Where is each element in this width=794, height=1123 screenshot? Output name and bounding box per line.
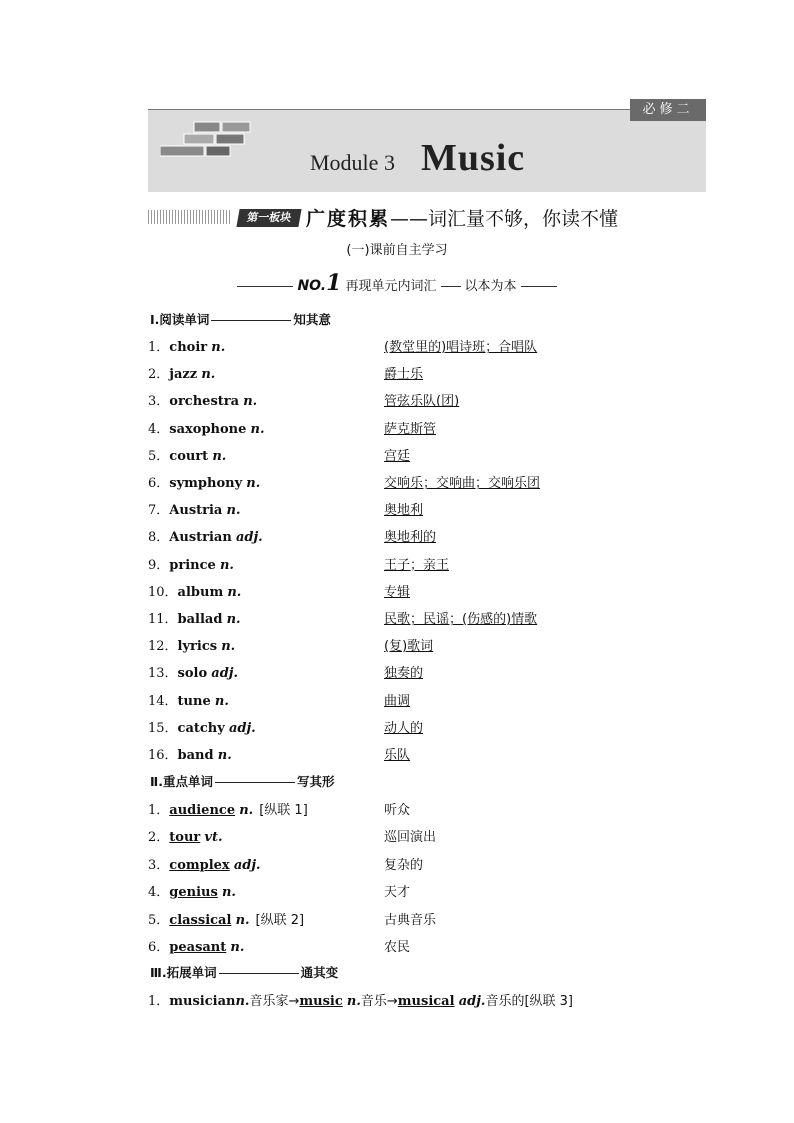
part-of-speech: vt. xyxy=(204,830,223,846)
vocab-word xyxy=(148,390,257,409)
vocab-meaning: 奥地利的 xyxy=(384,530,437,546)
part-of-speech: n. xyxy=(201,367,216,383)
part-of-speech: n. xyxy=(239,803,254,818)
vocab-word xyxy=(148,690,229,709)
item-number: 3． xyxy=(148,857,170,873)
item-number: 8． xyxy=(148,530,170,546)
cross-ref: [纵联 2] xyxy=(255,912,305,928)
vocab-meaning: 管弦乐队(团) xyxy=(384,394,460,410)
item-number: 10． xyxy=(148,584,178,600)
item-number: 11． xyxy=(148,612,178,627)
part-of-speech: n. xyxy=(243,394,258,410)
word: tour xyxy=(169,830,201,846)
part-of-speech: n. xyxy=(226,503,241,519)
no-label: NO. xyxy=(297,278,327,294)
part-of-speech: n. xyxy=(214,693,229,709)
item-number: 3． xyxy=(148,394,170,410)
vocab-meaning: 奥地利 xyxy=(384,503,424,519)
vocab-meaning: 专辑 xyxy=(384,584,411,600)
part-of-speech: n. xyxy=(219,557,234,573)
item-number: 6． xyxy=(148,940,170,955)
vocab-meaning: 复杂的 xyxy=(384,857,424,873)
word: solo xyxy=(177,666,208,682)
part2-heading: Ⅱ.重点单词 写其形 xyxy=(150,774,335,789)
vocab-meaning: 乐队 xyxy=(384,748,411,763)
part-of-speech: n. xyxy=(235,912,250,928)
section-title-rest: ——词汇量不够，你读不懂 xyxy=(390,208,619,230)
word: album xyxy=(177,584,224,600)
vocab-word xyxy=(148,635,235,654)
vocab-meaning: 宫廷 xyxy=(384,448,411,464)
vocab-meaning: 巡回演出 xyxy=(384,830,437,846)
word: Austria xyxy=(169,503,223,519)
vocab-meaning: 交响乐；交响曲；交响乐团 xyxy=(384,476,541,491)
no-tail: 以本为本 xyxy=(464,279,517,294)
vocab-word xyxy=(148,881,236,900)
module-banner xyxy=(148,102,706,192)
vocab-meaning: 古典音乐 xyxy=(384,912,437,928)
item-number: 5． xyxy=(148,448,170,464)
vocab-word xyxy=(148,445,226,464)
section-heading xyxy=(148,204,708,232)
word: ballad xyxy=(177,612,223,627)
part-of-speech: adj. xyxy=(211,666,239,682)
vocab-word xyxy=(148,472,260,491)
item-number: 4． xyxy=(148,885,170,901)
no-heading xyxy=(0,270,794,296)
part-of-speech: n. xyxy=(246,476,261,491)
vocab-word xyxy=(148,499,240,518)
item-number: 9． xyxy=(148,557,170,573)
vocab-meaning: 动人的 xyxy=(384,720,424,736)
item-number: 2． xyxy=(148,830,170,846)
no-text: 再现单元内词汇 xyxy=(345,279,437,294)
no-number: 1 xyxy=(326,270,342,296)
vocab-word xyxy=(148,936,244,955)
sub-heading: (一)课前自主学习 xyxy=(346,243,448,258)
vocab-meaning: (复)歌词 xyxy=(384,639,434,655)
word: catchy xyxy=(177,720,225,736)
item-number: 16． xyxy=(148,748,178,763)
module-title xyxy=(310,136,525,180)
part-of-speech: n. xyxy=(226,612,241,627)
item-number: 1． xyxy=(148,340,170,355)
vocab-meaning: 独奏的 xyxy=(384,666,424,682)
vocab-meaning: 曲调 xyxy=(384,693,411,709)
vocab-word xyxy=(148,744,232,763)
vocab-meaning: (教堂里的)唱诗班；合唱队 xyxy=(384,340,538,355)
landscape-photos-icon xyxy=(160,120,252,158)
word: band xyxy=(177,748,214,763)
module-number: Module 3 xyxy=(310,150,395,175)
section-title xyxy=(306,204,618,231)
volume-tag: 必修二 xyxy=(630,99,706,121)
vocab-meaning: 爵士乐 xyxy=(384,367,424,383)
part-of-speech: n. xyxy=(221,885,236,901)
part-of-speech: n. xyxy=(230,940,245,955)
word: complex xyxy=(169,857,230,873)
part-of-speech: adj. xyxy=(228,720,256,736)
part-of-speech: n. xyxy=(211,340,226,355)
word: Austrian xyxy=(169,530,232,546)
vocab-word xyxy=(148,336,225,355)
word: symphony xyxy=(169,476,243,491)
item-number: 1． xyxy=(148,803,170,818)
vocab-word xyxy=(148,909,304,928)
part-of-speech: n. xyxy=(217,748,232,763)
item-number: 6． xyxy=(148,476,170,491)
word: lyrics xyxy=(177,639,218,655)
part1-heading: Ⅰ.阅读单词 知其意 xyxy=(150,312,331,327)
part3-heading: Ⅲ.拓展单词 通其变 xyxy=(150,965,339,980)
item-number: 7． xyxy=(148,503,170,519)
word: court xyxy=(169,448,209,464)
hatch-decoration xyxy=(148,210,230,224)
word: saxophone xyxy=(169,421,247,437)
word: jazz xyxy=(169,367,198,383)
vocab-meaning: 听众 xyxy=(384,803,411,818)
vocab-word xyxy=(148,418,265,437)
vocab-word xyxy=(148,826,223,845)
vocab-word xyxy=(148,662,238,681)
vocab-word xyxy=(148,854,261,873)
vocab-meaning: 王子；亲王 xyxy=(384,557,450,573)
vocab-word xyxy=(148,526,263,545)
vocab-word xyxy=(148,799,308,818)
vocab-word xyxy=(148,554,234,573)
vocab-word xyxy=(148,608,241,627)
item-number: 2． xyxy=(148,367,170,383)
word: classical xyxy=(169,912,232,928)
vocab-meaning: 农民 xyxy=(384,940,411,955)
vocab-meaning: 天才 xyxy=(384,885,411,901)
word: choir xyxy=(169,340,208,355)
part-of-speech: adj. xyxy=(233,857,261,873)
part-of-speech: n. xyxy=(221,639,236,655)
item-number: 14． xyxy=(148,693,178,709)
word: prince xyxy=(169,557,216,573)
part-of-speech: adj. xyxy=(235,530,263,546)
word: orchestra xyxy=(169,394,240,410)
word: peasant xyxy=(169,940,227,955)
item-number: 12． xyxy=(148,639,178,655)
cross-ref: [纵联 1] xyxy=(259,803,308,818)
vocab-word xyxy=(148,363,215,382)
word: tune xyxy=(177,693,211,709)
item-number: 5． xyxy=(148,912,170,928)
vocab-word xyxy=(148,717,256,736)
module-name: Music xyxy=(420,137,526,179)
item-number: 13． xyxy=(148,666,178,682)
vocab-meaning: 民歌；民谣；(伤感的)情歌 xyxy=(384,612,538,627)
section-title-bold: 广度积累 xyxy=(306,208,391,230)
vocab-word xyxy=(148,581,241,600)
section-badge: 第一板块 xyxy=(236,209,301,227)
item-number: 15． xyxy=(148,720,178,736)
part-of-speech: n. xyxy=(227,584,242,600)
vocab-meaning: 萨克斯管 xyxy=(384,421,437,437)
item-number: 4． xyxy=(148,421,170,437)
word: audience xyxy=(169,803,236,818)
part-of-speech: n. xyxy=(250,421,265,437)
part-of-speech: n. xyxy=(212,448,227,464)
word: genius xyxy=(169,885,218,901)
